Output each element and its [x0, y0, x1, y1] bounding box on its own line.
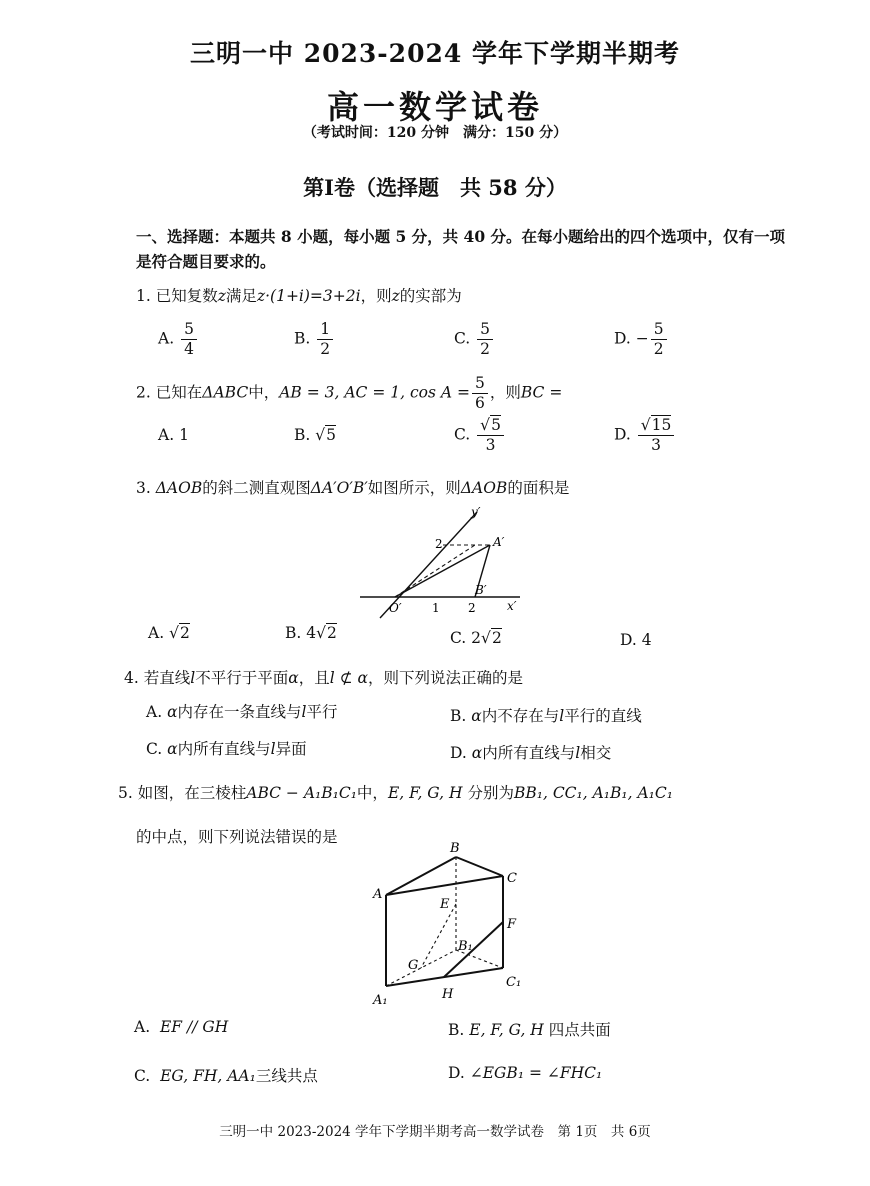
question-3: 3. ΔAOB的斜二测直观图ΔA′O′B′如图所示，则ΔAOB的面积是	[136, 479, 570, 497]
q2-bc: BC =	[520, 383, 563, 402]
q5-segments: BB₁, CC₁, A₁B₁, A₁C₁	[513, 784, 673, 802]
page-footer: 三明一中 2023-2024 学年下学期半期考高一数学试卷 第 1页 共 6页	[219, 1124, 651, 1140]
q5-prism: ABC − A₁B₁C₁	[246, 784, 357, 802]
exam-title: 三明一中 2023-2024 学年下学期半期考	[190, 39, 680, 68]
tick-label-1: 1	[432, 601, 440, 615]
q3-option-b: B. 4√2	[285, 624, 337, 642]
q1-mid: 满足	[225, 287, 257, 305]
q2-option-d: D. $\frac{√15}{3}$	[614, 416, 676, 455]
q3-triangle3: ΔAOB	[460, 479, 508, 497]
sqrt: 5	[326, 426, 337, 444]
q1-number: 1.	[136, 287, 151, 305]
q5-option-d: D. ∠EGB₁ = ∠FHC₁	[448, 1064, 603, 1082]
q4-option-d: D. α内所有直线与l相交	[450, 744, 612, 762]
question-4: 4. 若直线l不平行于平面α，且l ⊄ α，则下列说法正确的是	[124, 669, 523, 687]
section-instructions: 一、选择题：本题共 8 小题，每小题 5 分，共 40 分。在每小题给出的四个选项中，仅有一项是符合题目要求的。	[136, 227, 786, 271]
y-axis-label: y′	[471, 505, 481, 519]
q2-option-b: B. √5	[294, 426, 337, 444]
minus-sign: −	[635, 329, 649, 348]
tick-label-2-y: 2	[435, 537, 443, 551]
point-g-label: G	[408, 958, 419, 973]
q1-option-d	[614, 320, 669, 359]
vertex-a-label: A	[373, 887, 383, 902]
q3-option-d: D. 4	[620, 631, 652, 649]
part-title: 第I卷（选择题 共 58 分）	[303, 175, 567, 200]
q1-post: ，则	[360, 287, 392, 305]
q2-option-c: C. $\frac{√5}{3}$	[454, 416, 506, 455]
q2-triangle: ΔABC	[202, 383, 249, 402]
q1-option-a	[158, 320, 199, 359]
q1-option-c	[454, 320, 495, 359]
q1-z: z	[217, 287, 226, 305]
question-2	[136, 374, 562, 413]
x-axis-label: x′	[507, 599, 517, 613]
q3-triangle2: ΔA′O′B′	[310, 479, 368, 497]
vertex-b-label: B	[450, 841, 460, 856]
option-letter: B.	[294, 329, 311, 348]
q4-option-c: C. α内所有直线与l异面	[146, 740, 307, 758]
point-a-label: A′	[493, 535, 505, 549]
point-f-label: F	[507, 917, 517, 932]
fraction: $\frac{√15}{3}$	[638, 416, 675, 455]
question-5-line2: 的中点，则下列说法错误的是	[136, 828, 338, 846]
point-b-label: B′	[475, 583, 487, 597]
question-1	[136, 284, 462, 306]
subject-title: 高一数学试卷	[326, 88, 543, 126]
q2-mid: 中，	[248, 383, 280, 402]
q4-option-a: A. α内存在一条直线与l平行	[146, 703, 338, 721]
q1-z2: z	[391, 287, 400, 305]
vertex-b1-label: B₁	[458, 939, 473, 954]
q1-pre: 已知复数	[155, 287, 218, 305]
vertex-a1-label: A₁	[373, 993, 388, 1008]
q3-option-a: A. √2	[148, 624, 190, 642]
q2-option-a: A. 1	[158, 426, 189, 444]
point-e-label: E	[440, 897, 450, 912]
tick-label-2-x: 2	[468, 601, 476, 615]
q3-figure	[355, 500, 530, 620]
option-letter: C.	[454, 329, 471, 348]
q5-option-a: A. EF // GH	[134, 1018, 229, 1036]
q2-fraction: $\frac{5}{6}$	[472, 374, 488, 413]
vertex-c-label: C	[507, 871, 517, 886]
q5-option-c: C. EG, FH, AA₁三线共点	[134, 1067, 318, 1085]
question-5: 5. 如图，在三棱柱ABC − A₁B₁C₁中，E, F, G, H 分别为BB₁, CC₁, A₁B₁, A₁C₁	[118, 784, 673, 802]
q2-post: ，则	[489, 383, 521, 402]
fraction: $\frac{5}{2}$	[651, 320, 667, 359]
q3-triangle: ΔAOB	[155, 479, 203, 497]
q4-condition: l ⊄ α	[329, 669, 368, 687]
exam-info: （考试时间：120 分钟 满分：150 分）	[302, 125, 568, 141]
q3-option-c: C. 2√2	[450, 629, 502, 647]
option-letter: D.	[614, 329, 631, 348]
fraction: $\frac{√5}{3}$	[477, 416, 504, 455]
q2-condition: AB = 3, AC = 1, cos A =	[279, 383, 470, 402]
q1-equation: z·(1+i)=3+2i	[256, 287, 361, 305]
origin-label: O′	[389, 601, 402, 615]
fraction: $\frac{5}{4}$	[181, 320, 197, 359]
q5-figure	[368, 838, 528, 1010]
q5-option-b: B. E, F, G, H 四点共面	[448, 1021, 611, 1039]
fraction: $\frac{1}{2}$	[317, 320, 333, 359]
q1-option-b	[294, 320, 335, 359]
q2-pre: 已知在	[155, 383, 203, 402]
q4-option-b: B. α内不存在与l平行的直线	[450, 707, 642, 725]
option-letter: A.	[158, 329, 175, 348]
q1-post2: 的实部为	[399, 287, 462, 305]
fraction: $\frac{5}{2}$	[477, 320, 493, 359]
q2-number: 2.	[136, 383, 151, 402]
vertex-c1-label: C₁	[506, 975, 522, 990]
point-h-label: H	[442, 987, 454, 1002]
